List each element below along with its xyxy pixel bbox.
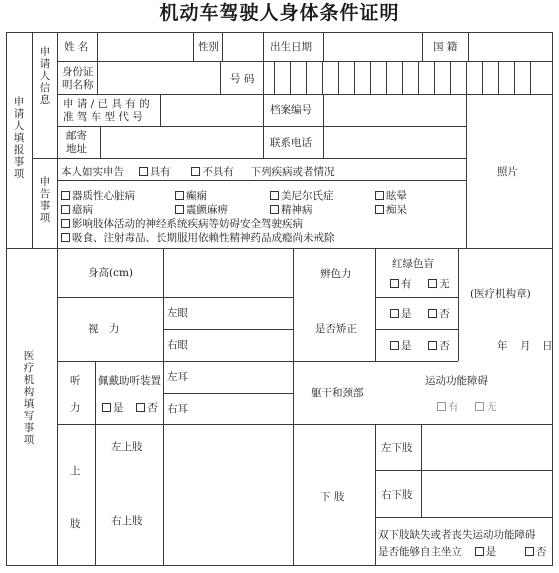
line — [57, 424, 552, 425]
declare-no-checkbox[interactable] — [191, 167, 200, 176]
height-label: 身高(cm) — [88, 267, 134, 279]
line — [97, 61, 98, 94]
motor-disorder-no-checkbox[interactable] — [475, 402, 484, 411]
address-label-2: 地址 — [66, 143, 87, 155]
hearing-label-2: 力 — [70, 402, 81, 414]
line — [422, 32, 423, 61]
vehicle-type-label-1: 申 请 / 已 具 有 的 — [63, 98, 150, 110]
frame-bottom — [6, 565, 553, 566]
upper-limb-label-1: 上 — [70, 465, 81, 477]
left-corrected-yes-checkbox[interactable] — [390, 309, 399, 318]
photo-label: 照片 — [497, 166, 518, 178]
line — [57, 180, 466, 181]
gender-label: 性别 — [198, 41, 219, 53]
id-doc-label-1: 身份证 — [62, 66, 94, 78]
condition-9: 影响肢体活动的神经系统疾病等妨碍安全驾驶疾病 — [61, 218, 303, 230]
line — [375, 297, 458, 298]
vision-label: 视 力 — [88, 323, 120, 335]
line — [57, 32, 58, 248]
line — [466, 95, 467, 248]
applicant-info-label: 申请人信息 — [39, 46, 51, 106]
id-grid-line — [338, 62, 339, 94]
left-ear-label: 左耳 — [167, 371, 188, 383]
lower-limb-label: 下 肢 — [320, 491, 345, 503]
declaration-row: 本人如实申告 具有 不具有 下列疾病或者情况 — [61, 166, 335, 178]
line — [95, 424, 96, 565]
hearing-aid-label: 佩戴助听装置 — [98, 375, 161, 387]
applicant-section-label: 申请人填报事项 — [13, 96, 25, 180]
line — [323, 94, 324, 158]
line — [375, 424, 376, 565]
frame-left — [6, 32, 7, 565]
line — [323, 32, 324, 61]
id-grid-line — [418, 62, 419, 94]
line — [57, 61, 552, 62]
condition-10: 吸食、注射毒品、长期服用依赖性精神药品成瘾尚未戒除 — [61, 232, 335, 244]
nationality-label: 国 籍 — [433, 41, 458, 53]
condition-1-checkbox[interactable] — [61, 191, 70, 200]
line — [57, 126, 466, 127]
line — [160, 94, 161, 126]
id-grid-line — [290, 62, 291, 94]
id-grid-line — [306, 62, 307, 94]
condition-1: 器质性心脏病 — [61, 190, 135, 202]
line — [375, 517, 552, 518]
line — [57, 297, 293, 298]
declaration-label: 申告事项 — [39, 176, 51, 224]
lower-missing-row: 是否能够自主坐立 是 否 — [378, 546, 547, 558]
condition-4-checkbox[interactable] — [375, 191, 384, 200]
line — [6, 248, 553, 249]
stamp-day: 日 — [542, 340, 553, 352]
corrected-label: 是否矫正 — [315, 323, 357, 335]
id-grid-line — [498, 62, 499, 94]
vehicle-type-label-2: 准 驾 车 型 代 号 — [63, 111, 143, 123]
form-title: 机动车驾驶人身体条件证明 — [159, 2, 400, 24]
birth-date-label: 出生日期 — [270, 41, 312, 53]
line — [193, 32, 194, 61]
condition-2-checkbox[interactable] — [175, 191, 184, 200]
condition-10-checkbox[interactable] — [61, 233, 70, 242]
line — [220, 61, 221, 94]
hearing-aid-yes-checkbox[interactable] — [102, 403, 111, 412]
hearing-aid-options: 是 否 — [102, 402, 158, 414]
line — [32, 32, 33, 248]
condition-5: 癔病 — [61, 204, 93, 216]
left-corrected-options: 是 否 — [390, 308, 450, 320]
left-lower-limb-label: 左下肢 — [381, 442, 413, 454]
line — [57, 248, 58, 565]
id-grid-line — [274, 62, 275, 94]
address-label-1: 邮寄 — [66, 130, 87, 142]
torso-neck-label: 躯干和颈部 — [311, 387, 364, 399]
condition-4: 眩晕 — [375, 190, 407, 202]
line — [57, 361, 458, 362]
line — [32, 158, 466, 159]
red-green-options: 有 无 — [390, 278, 450, 290]
id-grid-line — [482, 62, 483, 94]
id-grid-line — [354, 62, 355, 94]
condition-2: 癫痫 — [175, 190, 207, 202]
motor-disorder-yes-checkbox[interactable] — [437, 402, 446, 411]
condition-8-checkbox[interactable] — [375, 205, 384, 214]
condition-7: 精神病 — [270, 204, 313, 216]
right-corrected-options: 是 否 — [390, 340, 450, 352]
line — [293, 248, 294, 424]
condition-5-checkbox[interactable] — [61, 205, 70, 214]
medical-stamp-label: (医疗机构章) — [470, 288, 531, 300]
frame-right — [552, 32, 553, 565]
condition-6-checkbox[interactable] — [175, 205, 184, 214]
line — [293, 424, 294, 565]
phone-label: 联系电话 — [270, 137, 312, 149]
line — [222, 32, 223, 61]
line — [163, 329, 293, 330]
line — [163, 393, 293, 394]
lower-missing-label-1: 双下肢缺失或者丧失运动功能障碍 — [378, 529, 536, 541]
id-grid-line — [322, 62, 323, 94]
condition-3: 美尼尔氏症 — [270, 190, 334, 202]
left-eye-label: 左眼 — [167, 307, 188, 319]
id-grid-line — [466, 62, 467, 94]
sit-no-checkbox[interactable] — [525, 547, 534, 556]
upper-limb-label-2: 肢 — [70, 518, 81, 530]
red-green-have-checkbox[interactable] — [390, 279, 399, 288]
condition-9-checkbox[interactable] — [61, 219, 70, 228]
id-grid-line — [450, 62, 451, 94]
red-green-label: 红绿色盲 — [392, 258, 434, 270]
stamp-year: 年 — [497, 340, 508, 352]
line — [375, 470, 552, 471]
line — [375, 329, 458, 330]
color-discrimination-label: 辨色力 — [320, 268, 352, 280]
line — [57, 94, 552, 95]
id-grid-line — [370, 62, 371, 94]
id-grid-line — [402, 62, 403, 94]
declare-yes-checkbox[interactable] — [139, 167, 148, 176]
name-label: 姓 名 — [64, 41, 89, 53]
line — [97, 32, 98, 61]
medical-section-label: 医疗机构填写事项 — [23, 350, 35, 446]
condition-7-checkbox[interactable] — [270, 205, 279, 214]
line — [95, 361, 96, 424]
hearing-label-1: 听 — [70, 375, 81, 387]
file-number-label: 档案编号 — [270, 104, 312, 116]
right-eye-label: 右眼 — [167, 339, 188, 351]
right-corrected-yes-checkbox[interactable] — [390, 341, 399, 350]
id-grid-line — [434, 62, 435, 94]
right-lower-limb-label: 右下肢 — [381, 489, 413, 501]
number-label: 号 码 — [230, 73, 255, 85]
left-upper-limb-label: 左上肢 — [111, 441, 143, 453]
motor-disorder-options: 有 无 — [437, 401, 497, 413]
right-upper-limb-label: 右上肢 — [111, 515, 143, 527]
condition-8: 痴呆 — [375, 204, 407, 216]
id-grid-line — [386, 62, 387, 94]
id-grid-line — [514, 62, 515, 94]
right-ear-label: 右耳 — [167, 403, 188, 415]
condition-3-checkbox[interactable] — [270, 191, 279, 200]
line — [163, 248, 164, 565]
line — [375, 248, 376, 361]
line — [458, 248, 459, 361]
id-doc-label-2: 明名称 — [62, 79, 94, 91]
line — [263, 32, 264, 158]
line — [100, 126, 101, 158]
line — [468, 32, 469, 61]
hearing-aid-no-checkbox[interactable] — [136, 403, 145, 412]
stamp-month: 月 — [520, 340, 531, 352]
red-green-none-checkbox[interactable] — [428, 279, 437, 288]
id-grid-line — [530, 62, 531, 94]
frame-top — [6, 32, 553, 33]
sit-yes-checkbox[interactable] — [475, 547, 484, 556]
left-corrected-no-checkbox[interactable] — [428, 309, 437, 318]
right-corrected-no-checkbox[interactable] — [428, 341, 437, 350]
motor-disorder-label: 运动功能障碍 — [425, 375, 488, 387]
condition-6: 震颤麻痹 — [175, 204, 228, 216]
